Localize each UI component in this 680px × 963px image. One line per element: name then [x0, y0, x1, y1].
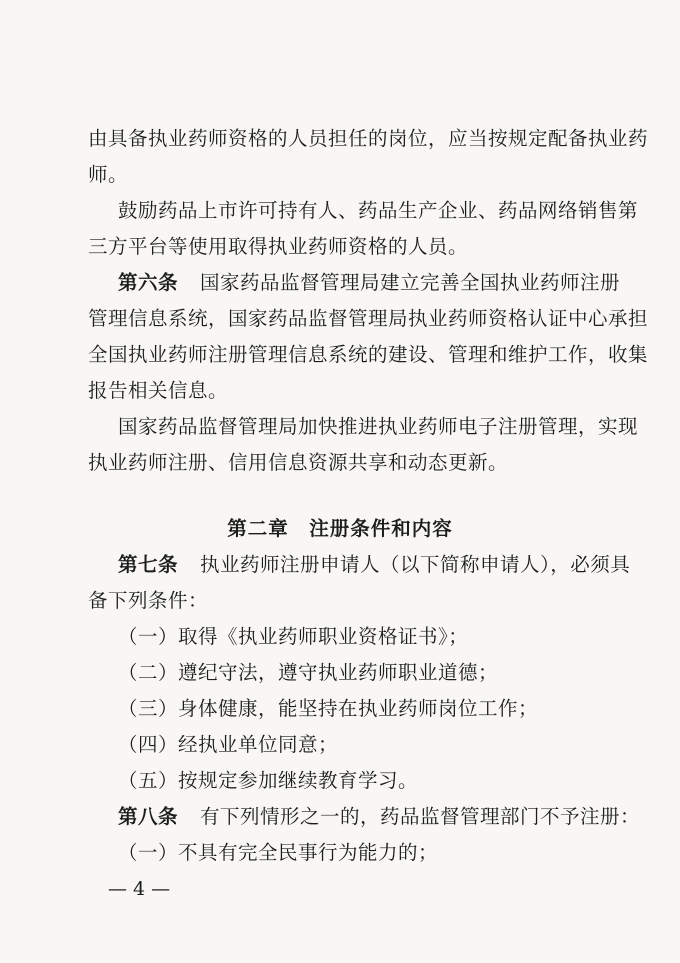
paragraph-line: 国家药品监督管理局加快推进执业药师电子注册管理，实现 — [118, 415, 639, 438]
body-line: 执业药师注册、信用信息资源共享和动态更新。 — [88, 451, 509, 474]
body-line: 由具备执业药师资格的人员担任的岗位，应当按规定配备执业药 — [88, 127, 649, 150]
article-label: 第八条 — [118, 805, 179, 828]
list-item: （四）经执业单位同意； — [118, 733, 339, 756]
list-item: （五）按规定参加继续教育学习。 — [118, 769, 419, 792]
article-6-line — [118, 270, 620, 296]
article-text: 执业药师注册申请人（以下简称申请人），必须具 — [200, 553, 631, 576]
paragraph-line: 鼓励药品上市许可持有人、药品生产企业、药品网络销售第 — [118, 199, 639, 222]
page-number: — 4 — — [108, 878, 171, 900]
body-line: 报告相关信息。 — [88, 379, 229, 402]
article-text: 国家药品监督管理局建立完善全国执业药师注册 — [200, 271, 621, 294]
list-item: （一）不具有完全民事行为能力的； — [118, 841, 439, 864]
body-line: 管理信息系统，国家药品监督管理局执业药师资格认证中心承担 — [88, 307, 649, 330]
article-8-line — [118, 804, 640, 830]
article-7-line — [118, 552, 630, 578]
body-line: 三方平台等使用取得执业药师资格的人员。 — [88, 235, 469, 258]
list-item: （二）遵纪守法，遵守执业药师职业道德； — [118, 661, 499, 684]
body-line: 全国执业药师注册管理信息系统的建设、管理和维护工作，收集 — [88, 343, 649, 366]
body-line: 师。 — [88, 163, 129, 186]
chapter-heading: 第二章 注册条件和内容 — [227, 517, 453, 540]
list-item: （三）身体健康，能坚持在执业药师岗位工作； — [118, 697, 539, 720]
article-label: 第七条 — [118, 553, 179, 576]
article-label: 第六条 — [118, 271, 179, 294]
article-text: 有下列情形之一的，药品监督管理部门不予注册： — [200, 805, 641, 828]
list-item: （一）取得《执业药师职业资格证书》； — [118, 625, 469, 648]
body-line: 备下列条件： — [88, 589, 209, 612]
